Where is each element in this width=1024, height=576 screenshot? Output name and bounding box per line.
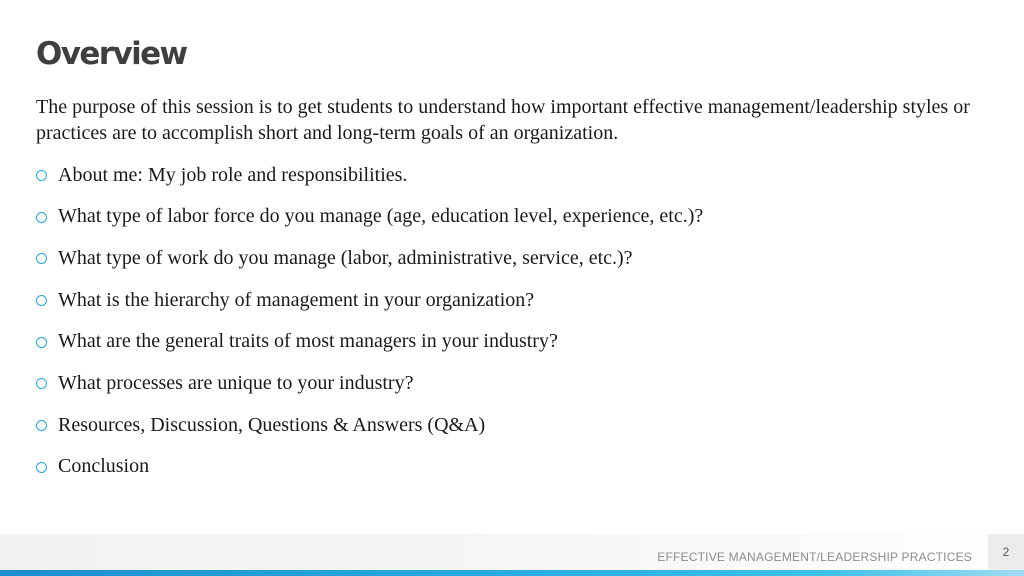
list-item-text: What are the general traits of most managers in your industry? (58, 330, 558, 353)
list-item (36, 329, 703, 355)
hollow-circle-bullet-icon (36, 378, 47, 389)
list-item (36, 287, 703, 313)
hollow-circle-bullet-icon (36, 295, 47, 306)
hollow-circle-bullet-icon (36, 462, 47, 473)
accent-bar (0, 570, 1024, 576)
list-item (36, 245, 703, 271)
list-item (36, 370, 703, 396)
list-item-text: What type of work do you manage (labor, administrative, service, etc.)? (58, 246, 633, 269)
slide-title: Overview (36, 36, 187, 72)
list-item-text: What processes are unique to your industry? (58, 371, 414, 394)
list-item (36, 412, 703, 438)
list-item-text: Resources, Discussion, Questions & Answers (Q&A) (58, 413, 486, 436)
hollow-circle-bullet-icon (36, 420, 47, 431)
list-item-text: About me: My job role and responsibilities. (58, 163, 408, 186)
list-item (36, 162, 703, 188)
list-item-text: Conclusion (58, 455, 150, 478)
bullet-list (36, 162, 703, 496)
hollow-circle-bullet-icon (36, 212, 47, 223)
hollow-circle-bullet-icon (36, 170, 47, 181)
list-item-text: What type of labor force do you manage (age, education level, experience, etc.)? (58, 205, 704, 228)
hollow-circle-bullet-icon (36, 253, 47, 264)
intro-paragraph: The purpose of this session is to get students to understand how important effective management/leadership styles or practices are to accomplish short and long-term goals of an organization. (36, 96, 970, 144)
list-item (36, 454, 703, 480)
footer-title: EFFECTIVE MANAGEMENT/LEADERSHIP PRACTICES (657, 550, 972, 564)
hollow-circle-bullet-icon (36, 337, 47, 348)
page-number: 2 (1002, 545, 1010, 559)
list-item (36, 204, 703, 230)
list-item-text: What is the hierarchy of management in your organization? (58, 288, 535, 311)
